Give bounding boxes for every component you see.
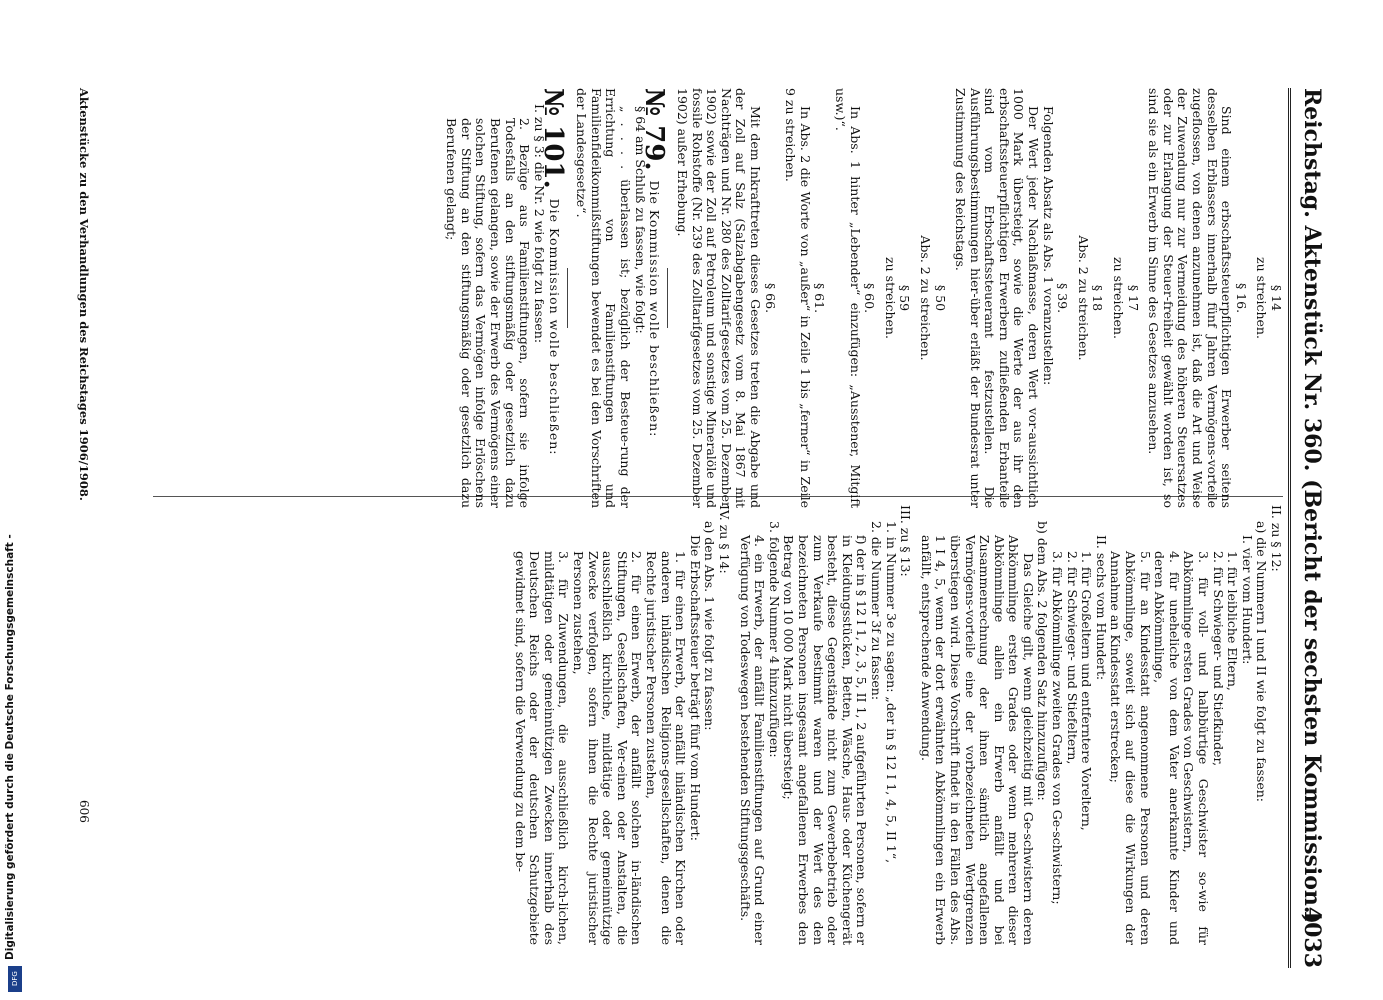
list-item: 2. für Schwieger- und Stiefeltern, [1064, 551, 1080, 765]
section-heading: II. zu § 12: [1269, 505, 1284, 572]
section-heading: § 66. [762, 282, 778, 314]
section-heading: § 61. [812, 282, 828, 314]
paragraph: Sind einem erbschaftssteuerpflichtigen Erwerber seitens desselben Erblassers innerhalb fünf Jahren Vermögens-vorteile zugeflossen, von denen anzunehmen ist, daß die Art und Weise der Zuwendung nur zur Vermeidung des höheren Steuersatzes oder zur Erlangung der Steuer-freiheit gewählt worden ist, so sind sie als ein Erwerb im Sinne des Gesetzes anzusehen. [1146, 88, 1235, 508]
motion-intro: Die Kommission wolle beschließen: [546, 198, 562, 456]
section-heading: § 14 [1269, 284, 1284, 312]
paragraph: b) dem Abs. 2 folgenden Satz hinzuzufügen: [1035, 521, 1051, 801]
list-item: 3. für Abkömmlinge zweiten Grades von Ge-schwistern; [1050, 551, 1066, 905]
paragraph: I. zu § 3: die Nr. 2 wie folgt zu fassen: [531, 104, 547, 344]
section-heading: § 16. [1233, 282, 1249, 314]
list-item: 1. für einen Erwerb, der anfällt inländischen Kirchen oder anderen inländischen Religions-gesellschaften, denen die Rechte juristischer Personen zustehen, [644, 551, 689, 945]
section-heading: IV. zu § 14: [717, 505, 733, 574]
list-item: 5. für an Kindesstatt angenommene Personen und deren Abkömmlinge, soweit sich auf diese die Wirkungen der Annahme an Kindesstatt erstrecken; [1108, 551, 1153, 945]
motion-number: № 79. [639, 88, 670, 171]
paragraph: a) den Abs. 1 wie folgt zu fassen: [702, 521, 718, 731]
list-item: 3. für voll- und halbbürtige Geschwister so-wie für Abkömmlinge ersten Grades von Geschwistern, [1181, 551, 1212, 945]
section-heading: § 60. [862, 282, 878, 314]
page-header [1288, 88, 1327, 968]
dfg-logo: DFG [8, 966, 22, 992]
motion-number: № 101. [538, 88, 569, 189]
page-number: 4033 [1299, 906, 1325, 968]
list-item: 1. für leibliche Eltern, [1225, 551, 1241, 691]
motion-intro: Die Kommission wolle beschließen: [647, 180, 663, 438]
paragraph: Abs. 2 zu streichen. [917, 235, 933, 361]
section-heading: § 18 [1090, 284, 1106, 312]
paragraph: „ . . . . überlassen ist; bezüglich der Besteue-rung der Errichtung von Familienstiftungen und Familienfideikommißstiftungen bewendet es bei den Vorschriften der Landesgesetze“. [574, 88, 634, 508]
page-footer: Aktenstücke zu den Verhandlungen des Reichstages 1906/1908. [77, 88, 91, 501]
paragraph: 2. Bezüge aus Familienstiftungen, sofern sie infolge Todesfalls an den stiftungsmäßig oder gesetzlich dazu Berufenen gelangen, sowie der Erwerb des Vermögens einer solchen Stiftung, sofern das Vermögen infolge Erlöschens der Stiftung an den stiftungsmäßig oder gesetzlich dazu Berufenen gelangt; [444, 118, 533, 508]
section-heading: III. zu § 13: [898, 505, 914, 577]
list-heading: I. vier vom Hundert: [1239, 535, 1255, 665]
section-heading: § 59 [897, 284, 913, 312]
signature-mark: 606 [77, 800, 91, 823]
paragraph: In Abs. 1 hinter „Lebender“ einzufügen: „Ausstener, Mitgift usw.)“. [832, 88, 863, 508]
list-item: f) der in § 12 I 1, 2, 3, 5, II 1, 2 aufgeführten Personen, sofern er in Kleidungsstücken, Betten, Wäsche, Haus- oder Küchengerät besteht, diese Gegenstände nicht zum Gewerbebetrieb oder zum Verkaufe bestimmt waren und der Wert des den bezeichneten Personen insgesamt angefallenen Erwerbes den Betrag von 10 000 Mark nicht übersteigt; [781, 535, 870, 945]
paragraph: Das Gleiche gilt, wenn gleichzeitig mit Ge-schwistern deren Abkömmlinge ersten Grades oder wenn mehreren dieser Abkömmlinge allein ein Erwerb anfällt und bei Zusammenrechnung der ihnen sämtlich angefallenen Vermögens-vorteile eine der vorbezeichneten Wertgrenzen überstiegen wird. Diese Vorschrift findet in den Fällen des Abs. 1 I 4, 5, wenn der dort erwähnten Abkömmlingen ein Erwerb anfällt, entsprechende Anwendung. [918, 535, 1036, 945]
paragraph: zu streichen. [1111, 257, 1127, 339]
section-heading: § 39. [1055, 282, 1071, 314]
paragraph: Folgenden Absatz als Abs. 1 voranzustellen: [1040, 106, 1056, 386]
list-heading: II. sechs vom Hundert: [1093, 535, 1109, 681]
right-column [512, 505, 1283, 945]
paragraph: § 64 am Schluß zu fassen, wie folgt: [632, 106, 648, 334]
list-item: 2. für Schwieger- und Stiefkinder, [1210, 551, 1226, 767]
digitization-notice: Digitalisierung gefördert durch die Deutsche Forschungsgemeinschaft - [4, 534, 16, 960]
paragraph: a) die Nummern I und II wie folgt zu fassen: [1254, 521, 1270, 802]
list-item: 2. für einen Erwerb, der anfällt solchen in-ländischen Stiftungen, Gesellschaften, Ver-einen oder Anstalten, die ausschließlich kirchliche, mildtätige oder gemeinnützige Zwecke verfolgen, sofern ihnen die Rechte juristischer Personen zustehen, [571, 551, 645, 945]
section-heading: § 17 [1125, 284, 1141, 312]
list-item: 4. für uneheliche von dem Vater anerkannte Kinder und deren Abkömmlinge, [1152, 551, 1182, 945]
list-item: 4. ein Erwerb, der anfällt Familienstiftungen auf Grund einer Verfügung von Todeswegen bestehenden Stiftungsgeschäfts. [737, 535, 768, 945]
separator-rule [567, 268, 568, 328]
section-heading: § 50 [932, 284, 948, 312]
paragraph: Die Erbschaftssteuer beträgt fünf vom Hundert: [687, 535, 703, 841]
paragraph: Der Wert jeder Nachlaßmasse, deren Wert vor-aussichtlich 1000 Mark übersteigt, sowie die Werte der aus ihr den erbschaftssteuerpflichtigen Erwerbern zufließenden Erbanteile sind vom Erbschaftssteueramt festzustellen. Die Ausführungsbestimmungen hier-über erläßt der Bundesrat unter Zustimmung des Reichstags. [953, 88, 1042, 508]
paragraph: Abs. 2 zu streichen. [1075, 235, 1091, 361]
list-item: 3. folgende Nummer 4 hinzuzufügen: [766, 521, 782, 758]
paragraph: Mit dem Inkrafttreten dieses Gesetzes treten die Abgabe und der Zoll auf Salz (Salzabgabengesetz vom 8. Mai 1867 mit Nachträgen und Nr. 280 des Zolltarif-gesetzes vom 25. Dezember 1902) sowie der Zoll auf Petroleum und sonstige Mineralöle und fossile Rohstoffe (Nr. 239 des Zolltarifgesetzes vom 25. Dezember 1902) außer Erhebung. [675, 88, 763, 508]
separator-rule [667, 268, 668, 328]
left-column [444, 88, 1283, 508]
list-item: 3. für Zuwendungen, die ausschließlich kirch-lichen, mildtätigen oder gemeinnützigen Zwecken innerhalb des Deutschen Reichs oder der deutschen Schutzgebiete gewidmet sind, sofern die Verwendung zu dem be- [512, 551, 572, 945]
list-item: 1. in Nummer 3e zu sagen: „der in § 12 I 1, 4, 5, II 1“, [883, 521, 899, 864]
list-item: 1. für Großeltern und entferntere Voreltern, [1079, 551, 1095, 831]
paragraph: In Abs. 2 die Worte von „außer“ in Zeile 1 bis „ferner“ in Zeile 9 zu streichen. [783, 88, 813, 508]
list-item: 2. die Nummer 3f zu fassen: [868, 521, 884, 701]
header-title: Reichstag. Aktenstück Nr. 360. (Bericht der sechsten Kommission.) [1299, 88, 1325, 924]
paragraph: zu streichen. [882, 257, 898, 339]
paragraph: zu streichen. [1254, 257, 1270, 339]
